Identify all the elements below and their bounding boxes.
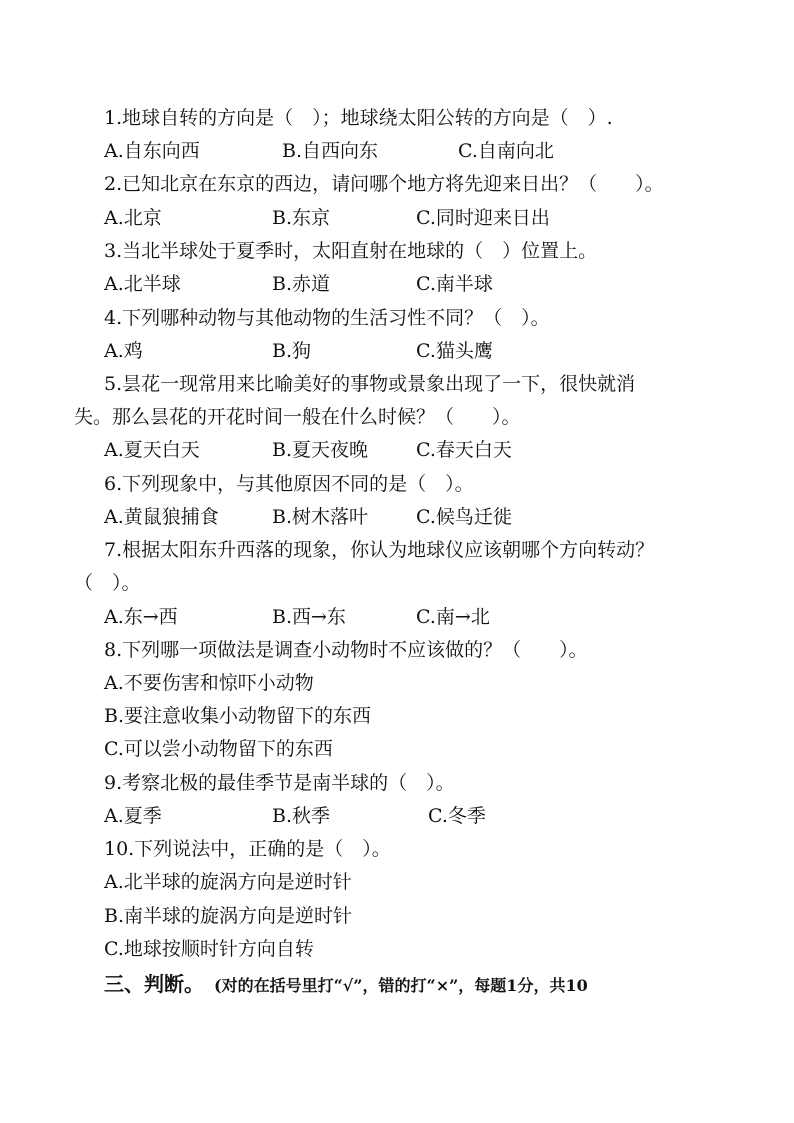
q6-option-a: A.黄鼠狼捕食 — [104, 506, 219, 528]
q8-option-b: B.要注意收集小动物留下的东西 — [104, 705, 372, 727]
q6-option-c: C.候鸟迁徙 — [416, 506, 512, 528]
question-1-text: 1.地球自转的方向是（ ）；地球绕太阳公转的方向是（ ）. — [104, 107, 613, 129]
question-9-text: 9.考察北极的最佳季节是南半球的（ ）。 — [104, 772, 455, 794]
q1-option-a: A.自东向西 — [104, 140, 200, 162]
question-5-text: 5.昙花一现常用来比喻美好的事物或景象出现了一下，很快就消 — [104, 373, 636, 395]
q3-option-b: B.赤道 — [272, 273, 331, 295]
q10-option-a: A.北半球的旋涡方向是逆时针 — [104, 871, 352, 893]
q5-option-c: C.春天白天 — [416, 439, 512, 461]
q8-option-c: C.可以尝小动物留下的东西 — [104, 738, 333, 760]
q4-option-b: B.狗 — [272, 340, 312, 362]
q9-option-a: A.夏季 — [104, 805, 162, 827]
q9-option-c: C.冬季 — [428, 805, 486, 827]
question-6-text: 6.下列现象中，与其他原因不同的是（ ）。 — [104, 473, 474, 495]
q2-option-a: A.北京 — [104, 207, 162, 229]
question-10-text: 10.下列说法中，正确的是（ ）。 — [104, 838, 391, 860]
question-3-text: 3.当北半球处于夏季时，太阳直射在地球的（ ）位置上。 — [104, 240, 598, 262]
q2-option-c: C.同时迎来日出 — [416, 207, 550, 229]
question-8-text: 8.下列哪一项做法是调查小动物时不应该做的？（ ）。 — [104, 639, 588, 661]
q3-option-a: A.北半球 — [104, 273, 181, 295]
q10-option-c: C.地球按顺时针方向自转 — [104, 938, 314, 960]
section-instructions: (对的在括号里打“√”，错的打“×”，每题1分，共10 — [214, 976, 588, 995]
q3-option-c: C.南半球 — [416, 273, 493, 295]
q9-option-b: B.秋季 — [272, 805, 331, 827]
q8-option-a: A.不要伤害和惊吓小动物 — [104, 672, 314, 694]
q5-option-a: A.夏天白天 — [104, 439, 200, 461]
section-heading — [104, 970, 588, 1000]
question-5-text-cont: 失。那么昙花的开花时间一般在什么时候？（ ）。 — [74, 406, 521, 428]
q10-option-b: B.南半球的旋涡方向是逆时针 — [104, 905, 353, 927]
section-title: 三、判断。 — [104, 972, 204, 996]
question-2-text: 2.已知北京在东京的西边，请问哪个地方将先迎来日出？（ ）。 — [104, 173, 664, 195]
question-7-text: 7.根据太阳东升西落的现象，你认为地球仪应该朝哪个方向转动？ — [104, 539, 655, 561]
q2-option-b: B.东京 — [272, 207, 331, 229]
q7-option-a: A.东→西 — [104, 606, 178, 628]
q7-option-b: B.西→东 — [272, 606, 346, 628]
question-4-text: 4.下列哪种动物与其他动物的生活习性不同？（ ）。 — [104, 307, 550, 329]
q5-option-b: B.夏天夜晚 — [272, 439, 369, 461]
q6-option-b: B.树木落叶 — [272, 506, 369, 528]
q7-option-c: C.南→北 — [416, 606, 490, 628]
q1-option-b: B.自西向东 — [282, 140, 379, 162]
q4-option-a: A.鸡 — [104, 340, 143, 362]
q4-option-c: C.猫头鹰 — [416, 340, 493, 362]
q1-option-c: C.自南向北 — [458, 140, 554, 162]
question-7-text-cont: （ ）。 — [74, 572, 141, 594]
